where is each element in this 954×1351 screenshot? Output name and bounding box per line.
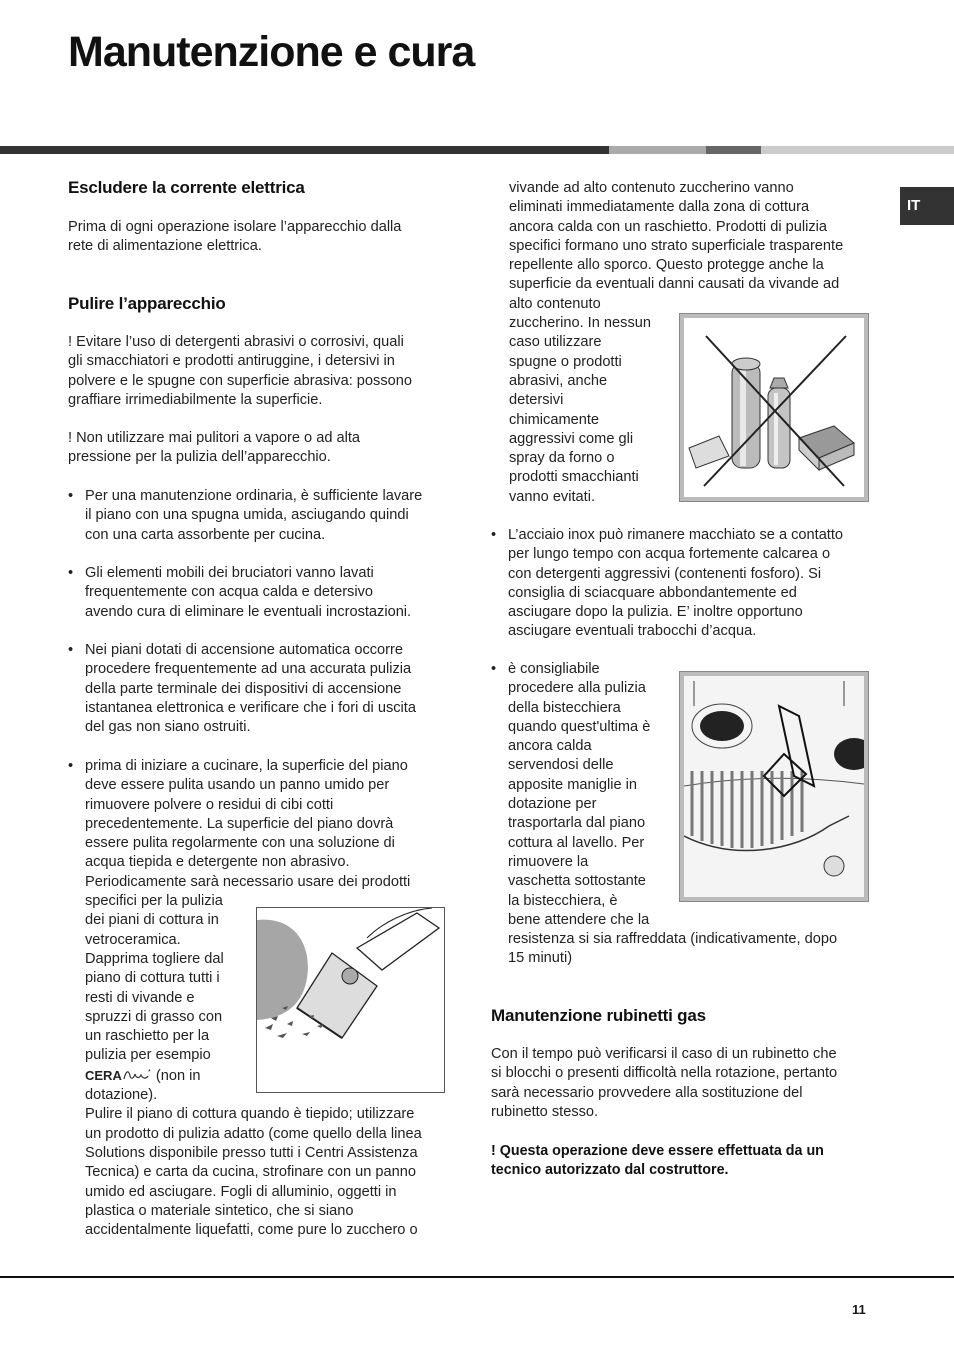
- header-band-dark: [0, 146, 609, 154]
- text-line: bene attendere che la: [508, 911, 650, 928]
- text-line: pressione per la pulizia dell’apparecchio.: [68, 449, 331, 466]
- heading-pulire: Pulire l’apparecchio: [68, 294, 226, 313]
- text-line: zuccherino. In nessun: [509, 315, 651, 332]
- text-line: trasportarla dal piano: [508, 815, 646, 832]
- text-line: Prima di ogni operazione isolare l’apparecchio dalla: [68, 219, 402, 235]
- text-line: della bistecchiera: [508, 699, 621, 716]
- text-line: vivande ad alto contenuto zuccherino vanno: [509, 180, 794, 196]
- text-line: del gas non siano ostruiti.: [85, 719, 251, 736]
- paragraph-escludere: [68, 218, 401, 257]
- text-line: polvere e le spugne con superficie abrasiva: possono: [68, 372, 412, 389]
- text-line: Gli elementi mobili dei bruciatori vanno lavati: [85, 565, 374, 581]
- text-line: rimuovere la: [508, 853, 589, 870]
- text-line: il piano con una spugna umida, asciugando quindi: [85, 507, 409, 524]
- text-line: asciugare dopo la pulizia. E’ inoltre opportuno: [508, 604, 803, 621]
- text-line: Solutions disponibile presso tutti i Centri Assistenza: [85, 1144, 418, 1161]
- text-line: Pulire il piano di cottura quando è tiepido; utilizzare: [85, 1106, 415, 1123]
- text-line: detersivi: [509, 392, 564, 409]
- text-line: spray da forno o: [509, 450, 615, 467]
- text-line: ! Questa operazione deve essere effettuata da un: [491, 1143, 824, 1159]
- text-line: abrasivi, anche: [509, 372, 608, 389]
- page-title: Manutenzione e cura: [68, 28, 475, 76]
- text-line: plastica o materiale sintetico, che si siano: [85, 1202, 354, 1219]
- text-line: dotazione).: [85, 1087, 158, 1104]
- text-line: Dapprima togliere dal: [85, 950, 224, 967]
- bullet-dot: •: [68, 488, 74, 504]
- text-line: essere pulita regolarmente con una soluzione di: [85, 835, 395, 852]
- warning-rubinetti: [491, 1142, 824, 1181]
- header-band-mid: [609, 146, 706, 154]
- scraper-illustration: [256, 907, 445, 1093]
- scraper-icon: [257, 908, 444, 1092]
- griddle-icon: [684, 676, 864, 897]
- text-line: acqua tiepida e detergente non abrasivo.: [85, 854, 350, 871]
- text-line: prima di iniziare a cucinare, la superficie del piano: [85, 758, 408, 774]
- text-line: si blocchi o presenti difficoltà nella rotazione, pertanto: [491, 1065, 838, 1082]
- text-line: rimuovere polvere o residui di cibi cotti: [85, 796, 334, 813]
- text-line: resistenza si sia raffreddata (indicativamente, dopo: [508, 931, 838, 948]
- text-line: Tecnica) e carta da cucina, strofinare con un panno: [85, 1164, 416, 1181]
- text-line: piano di cottura tutti i: [85, 970, 220, 987]
- header-band-light: [761, 146, 954, 154]
- text-line: Con il tempo può verificarsi il caso di un rubinetto che: [491, 1046, 837, 1062]
- bullet-dot: •: [491, 527, 497, 543]
- bullet-dot: •: [491, 661, 497, 677]
- text-line: con una carta assorbente per cucina.: [85, 526, 326, 543]
- text-line: spugne o prodotti: [509, 353, 622, 370]
- text-line: asciugare eventuali trabocchi d’acqua.: [508, 623, 757, 640]
- text-line: eliminati immediatamente dalla zona di cottura: [509, 199, 810, 216]
- text-line: superficie da eventuali danni causati da vivande ad: [509, 276, 840, 293]
- text-line: umido ed asciugare. Fogli di alluminio, oggetti in: [85, 1183, 397, 1200]
- text-line: dei piani di cottura in: [85, 912, 219, 929]
- footer-rule: [0, 1276, 954, 1278]
- text-line: ! Non utilizzare mai pulitori a vapore o ad alta: [68, 430, 361, 446]
- text-fragment: (non in: [155, 1067, 201, 1084]
- text-line: consiglia di sciacquare abbondantemente ed: [508, 584, 797, 601]
- text-line: ancora calda con un raschietto. Prodotti di pulizia: [509, 218, 828, 235]
- text-line: vetroceramica.: [85, 931, 181, 948]
- text-line: vanno evitati.: [509, 488, 595, 505]
- text-line: rete di alimentazione elettrica.: [68, 238, 262, 255]
- text-line: della parte terminale dei dispositivi di accensione: [85, 680, 402, 697]
- text-line: chimicamente: [509, 411, 600, 428]
- text-line: frequentemente con acqua calda e detersivo: [85, 584, 374, 601]
- text-line: precedentemente. La superficie del piano dovrà: [85, 815, 394, 832]
- text-line: resti di vivande e: [85, 989, 195, 1006]
- text-line: spruzzi di grasso con: [85, 1008, 223, 1025]
- text-line: istantanea elettronica e verificare che i fori di uscita: [85, 699, 416, 716]
- heading-escludere: Escludere la corrente elettrica: [68, 178, 305, 197]
- no-abrasive-products-illustration: [680, 314, 868, 501]
- text-line: procedere frequentemente ad una accurata pulizia: [85, 661, 412, 678]
- warning-vapore: [68, 429, 360, 468]
- text-line: 15 minuti): [508, 950, 573, 967]
- text-line: un raschietto per la: [85, 1028, 210, 1045]
- paragraph-rubinetti: [491, 1045, 837, 1122]
- text-line: per lungo tempo con acqua fortemente calcarea o: [508, 546, 831, 563]
- cera-logo: CERA: [85, 1067, 122, 1083]
- text-line: quando quest'ultima è: [508, 718, 651, 735]
- text-line: pulizia per esempio: [85, 1047, 211, 1064]
- text-line: ! Evitare l’uso di detergenti abrasivi o corrosivi, quali: [68, 334, 404, 350]
- text-line: specifici per la pulizia: [85, 893, 223, 910]
- text-line: con detergenti aggressivi (contenenti fosforo). Si: [508, 565, 822, 582]
- text-line: sarà necessario provvedere alla sostituzione del: [491, 1084, 803, 1101]
- text-line: alto contenuto: [509, 295, 601, 312]
- text-line: vaschetta sottostante: [508, 873, 646, 890]
- text-line: accidentalmente liquefatti, come pure lo zucchero o: [85, 1222, 418, 1239]
- text-line: aggressivi come gli: [509, 430, 634, 447]
- cera-quick-icon: [122, 1068, 152, 1082]
- text-line: procedere alla pulizia: [508, 680, 646, 697]
- text-line: Nei piani dotati di accensione automatica occorre: [85, 642, 403, 658]
- text-line: cottura al lavello. Per: [508, 834, 645, 851]
- text-line: graffiare irrimediabilmente la superficie.: [68, 391, 323, 408]
- heading-rubinetti: Manutenzione rubinetti gas: [491, 1006, 706, 1025]
- text-line: repellente allo sporco. Questo protegge anche la: [509, 257, 824, 274]
- text-line: tecnico autorizzato dal costruttore.: [491, 1162, 729, 1179]
- text-line: dotazione per: [508, 796, 597, 813]
- language-tab: IT: [900, 187, 954, 225]
- bullet-dot: •: [68, 642, 74, 658]
- warning-abrasivi: [68, 333, 412, 410]
- bullet-dot: •: [68, 758, 74, 774]
- text-line: ancora calda: [508, 738, 592, 755]
- text-line: deve essere pulita usando un panno umido per: [85, 777, 390, 794]
- text-line: specifici formano uno strato superficiale trasparente: [509, 237, 844, 254]
- text-line: gli smacchiatori e prodotti antiruggine, i detersivi in: [68, 353, 395, 370]
- bullet-dot: •: [68, 565, 74, 581]
- page-number: 11: [852, 1302, 866, 1317]
- text-line: rubinetto stesso.: [491, 1103, 599, 1120]
- text-line: prodotti smacchianti: [509, 469, 639, 486]
- text-line: apposite maniglie in: [508, 776, 637, 793]
- text-line: la bistecchiera, è: [508, 892, 618, 909]
- text-line: servendosi delle: [508, 757, 614, 774]
- griddle-handles-illustration: [680, 672, 868, 901]
- header-band-dark2: [706, 146, 761, 154]
- text-line: è consigliabile: [508, 661, 600, 677]
- text-line: Per una manutenzione ordinaria, è sufficiente lavare: [85, 488, 423, 504]
- crossed-products-icon: [684, 318, 864, 497]
- svg-text:*: *: [147, 1068, 151, 1076]
- text-line: Periodicamente sarà necessario usare dei prodotti: [85, 873, 411, 890]
- text-line: un prodotto di pulizia adatto (come quello della linea: [85, 1125, 422, 1142]
- text-line: avendo cura di eliminare le eventuali incrostazioni.: [85, 603, 412, 620]
- text-line: L’acciaio inox può rimanere macchiato se a contatto: [508, 527, 844, 543]
- text-line: caso utilizzare: [509, 334, 602, 351]
